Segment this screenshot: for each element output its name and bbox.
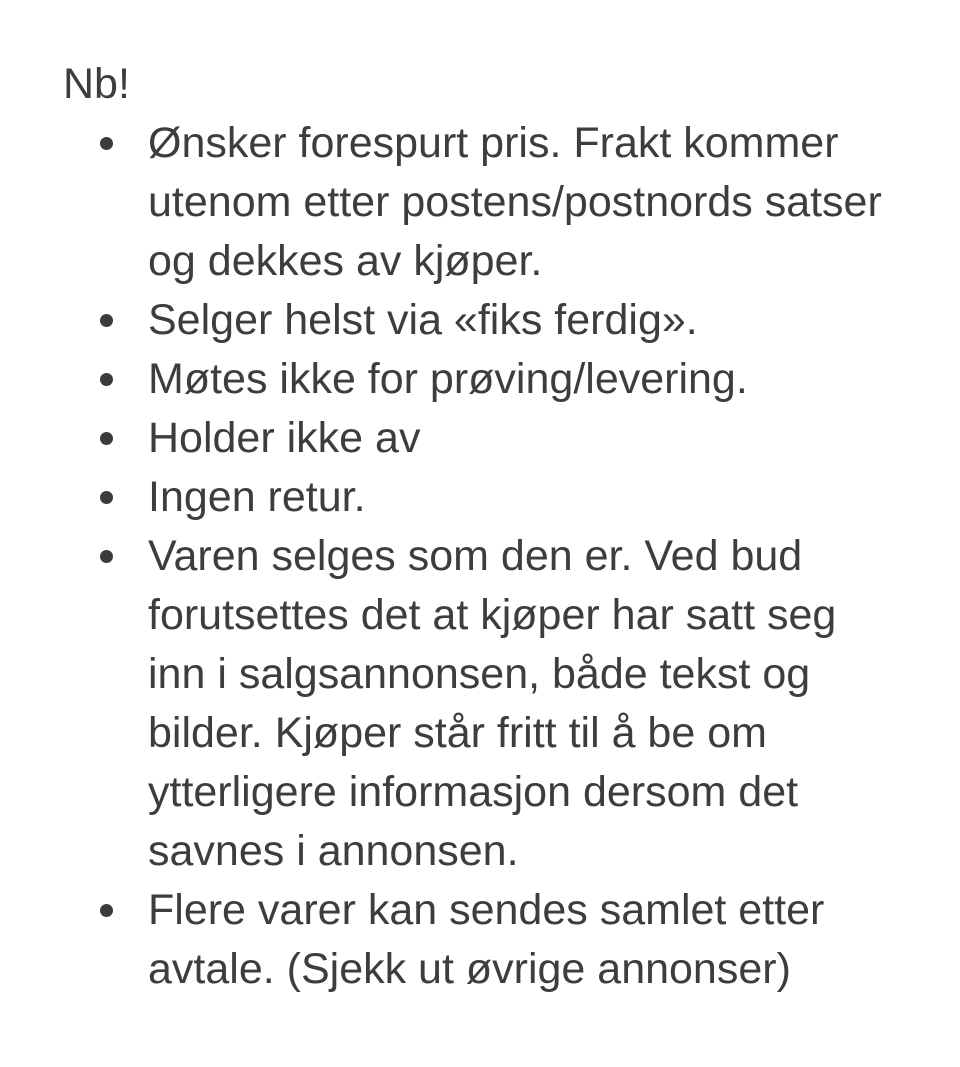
bullet-icon <box>100 373 113 386</box>
list-item-text: Møtes ikke for prøving/levering. <box>148 355 748 403</box>
list-item <box>63 881 960 999</box>
bullet-icon <box>100 432 113 445</box>
list-item-text: Selger helst via «fiks ferdig». <box>148 296 698 344</box>
bullet-icon <box>100 137 113 150</box>
list-item-text: Varen selges som den er. Ved bud forutsettes det at kjøper har satt seg inn i salgsannonsen, både tekst og bilder. Kjøper står fritt til å be om ytterligere informasjon dersom det savnes i annonsen. <box>148 532 837 875</box>
note-heading: Nb! <box>63 60 130 108</box>
list-item-text: Flere varer kan sendes samlet etter avtale. (Sjekk ut øvrige annonser) <box>148 886 825 993</box>
bullet-icon <box>100 550 113 563</box>
list-item <box>63 409 960 468</box>
bullet-icon <box>100 314 113 327</box>
list-item <box>63 468 960 527</box>
list-item <box>63 114 960 291</box>
list-item <box>63 527 960 881</box>
note-bullet-list <box>63 114 960 999</box>
list-item-text: Holder ikke av <box>148 414 421 462</box>
bullet-icon <box>100 491 113 504</box>
list-item-text: Ønsker forespurt pris. Frakt kommer utenom etter postens/postnords satser og dekkes av kjøper. <box>148 119 882 285</box>
bullet-icon <box>100 904 113 917</box>
list-item-text: Ingen retur. <box>148 473 366 521</box>
list-item <box>63 350 960 409</box>
list-item <box>63 291 960 350</box>
